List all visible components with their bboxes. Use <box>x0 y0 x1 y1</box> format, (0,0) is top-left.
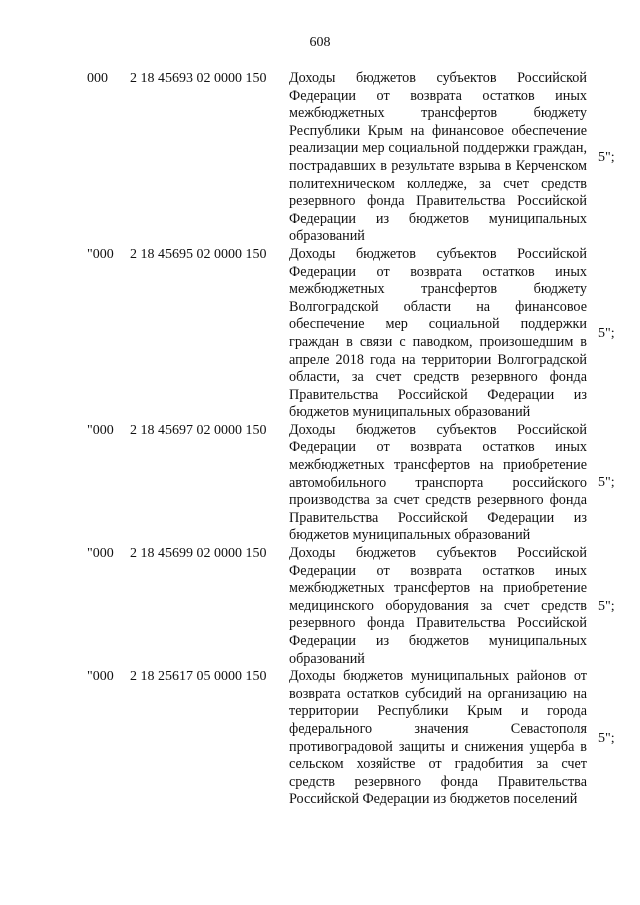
page-number: 608 <box>309 35 331 50</box>
admin-code: "000 <box>87 546 114 562</box>
income-description: Доходы бюджетов муниципальных районов от возврата остатков субсидий на организацию на территории Республики Крым и города федерального значения Севастополя противоградовой защиты и снижения ущерба в сельском хозяйстве от градобития за счет средств резервного фонда Правительства Российской Федерации из бюджетов поселений <box>289 668 587 808</box>
admin-code: "000 <box>87 669 114 685</box>
admin-code: "000 <box>87 246 114 262</box>
admin-code: "000 <box>87 422 114 438</box>
row-suffix: 5"; <box>598 730 615 746</box>
row-suffix: 5"; <box>598 475 615 491</box>
income-description: Доходы бюджетов субъектов Российской Федерации от возврата остатков иных межбюджетных трансфертов бюджету Волгоградской области на финансовое обеспечение мер социальной поддержки граждан в связи с паводком, произошедшим в апреле 2018 года на территории Волгоградской области, за счет средств резервного фонда Правительства Российской Федерации из бюджетов муниципальных образований <box>289 245 587 421</box>
income-description: Доходы бюджетов субъектов Российской Федерации от возврата остатков иных межбюджетных трансфертов бюджету Республики Крым на финансовое обеспечение реализации мер социальной поддержки граждан, пострадавших в результате взрыва в Керченском политехническом колледже, за счет средств резервного фонда Правительства Российской Федерации из бюджетов муниципальных образований <box>289 70 587 245</box>
income-description: Доходы бюджетов субъектов Российской Федерации от возврата остатков иных межбюджетных трансфертов на приобретение медицинского оборудования за счет средств резервного фонда Правительства Российской Федерации из бюджетов муниципальных образований <box>289 545 587 667</box>
admin-code: 000 <box>87 71 108 86</box>
budget-classification-code: 2 18 45699 02 0000 150 <box>130 546 267 562</box>
income-description: Доходы бюджетов субъектов Российской Федерации от возврата остатков иных межбюджетных трансфертов на приобретение автомобильного транспорта российского производства за счет средств резервного фонда Правительства Российской Федерации из бюджетов муниципальных образований <box>289 421 587 544</box>
table-row <box>0 246 640 422</box>
budget-classification-code: 2 18 45695 02 0000 150 <box>130 246 267 262</box>
table-row <box>0 70 640 246</box>
table-row <box>0 545 640 668</box>
budget-classification-code: 2 18 45697 02 0000 150 <box>130 422 267 438</box>
row-suffix: 5"; <box>598 150 615 166</box>
table-row <box>0 422 640 545</box>
table-row <box>0 668 640 809</box>
budget-code-table <box>0 70 640 809</box>
budget-classification-code: 2 18 45693 02 0000 150 <box>130 71 267 86</box>
row-suffix: 5"; <box>598 326 615 342</box>
row-suffix: 5"; <box>598 598 615 614</box>
budget-classification-code: 2 18 25617 05 0000 150 <box>130 669 267 685</box>
